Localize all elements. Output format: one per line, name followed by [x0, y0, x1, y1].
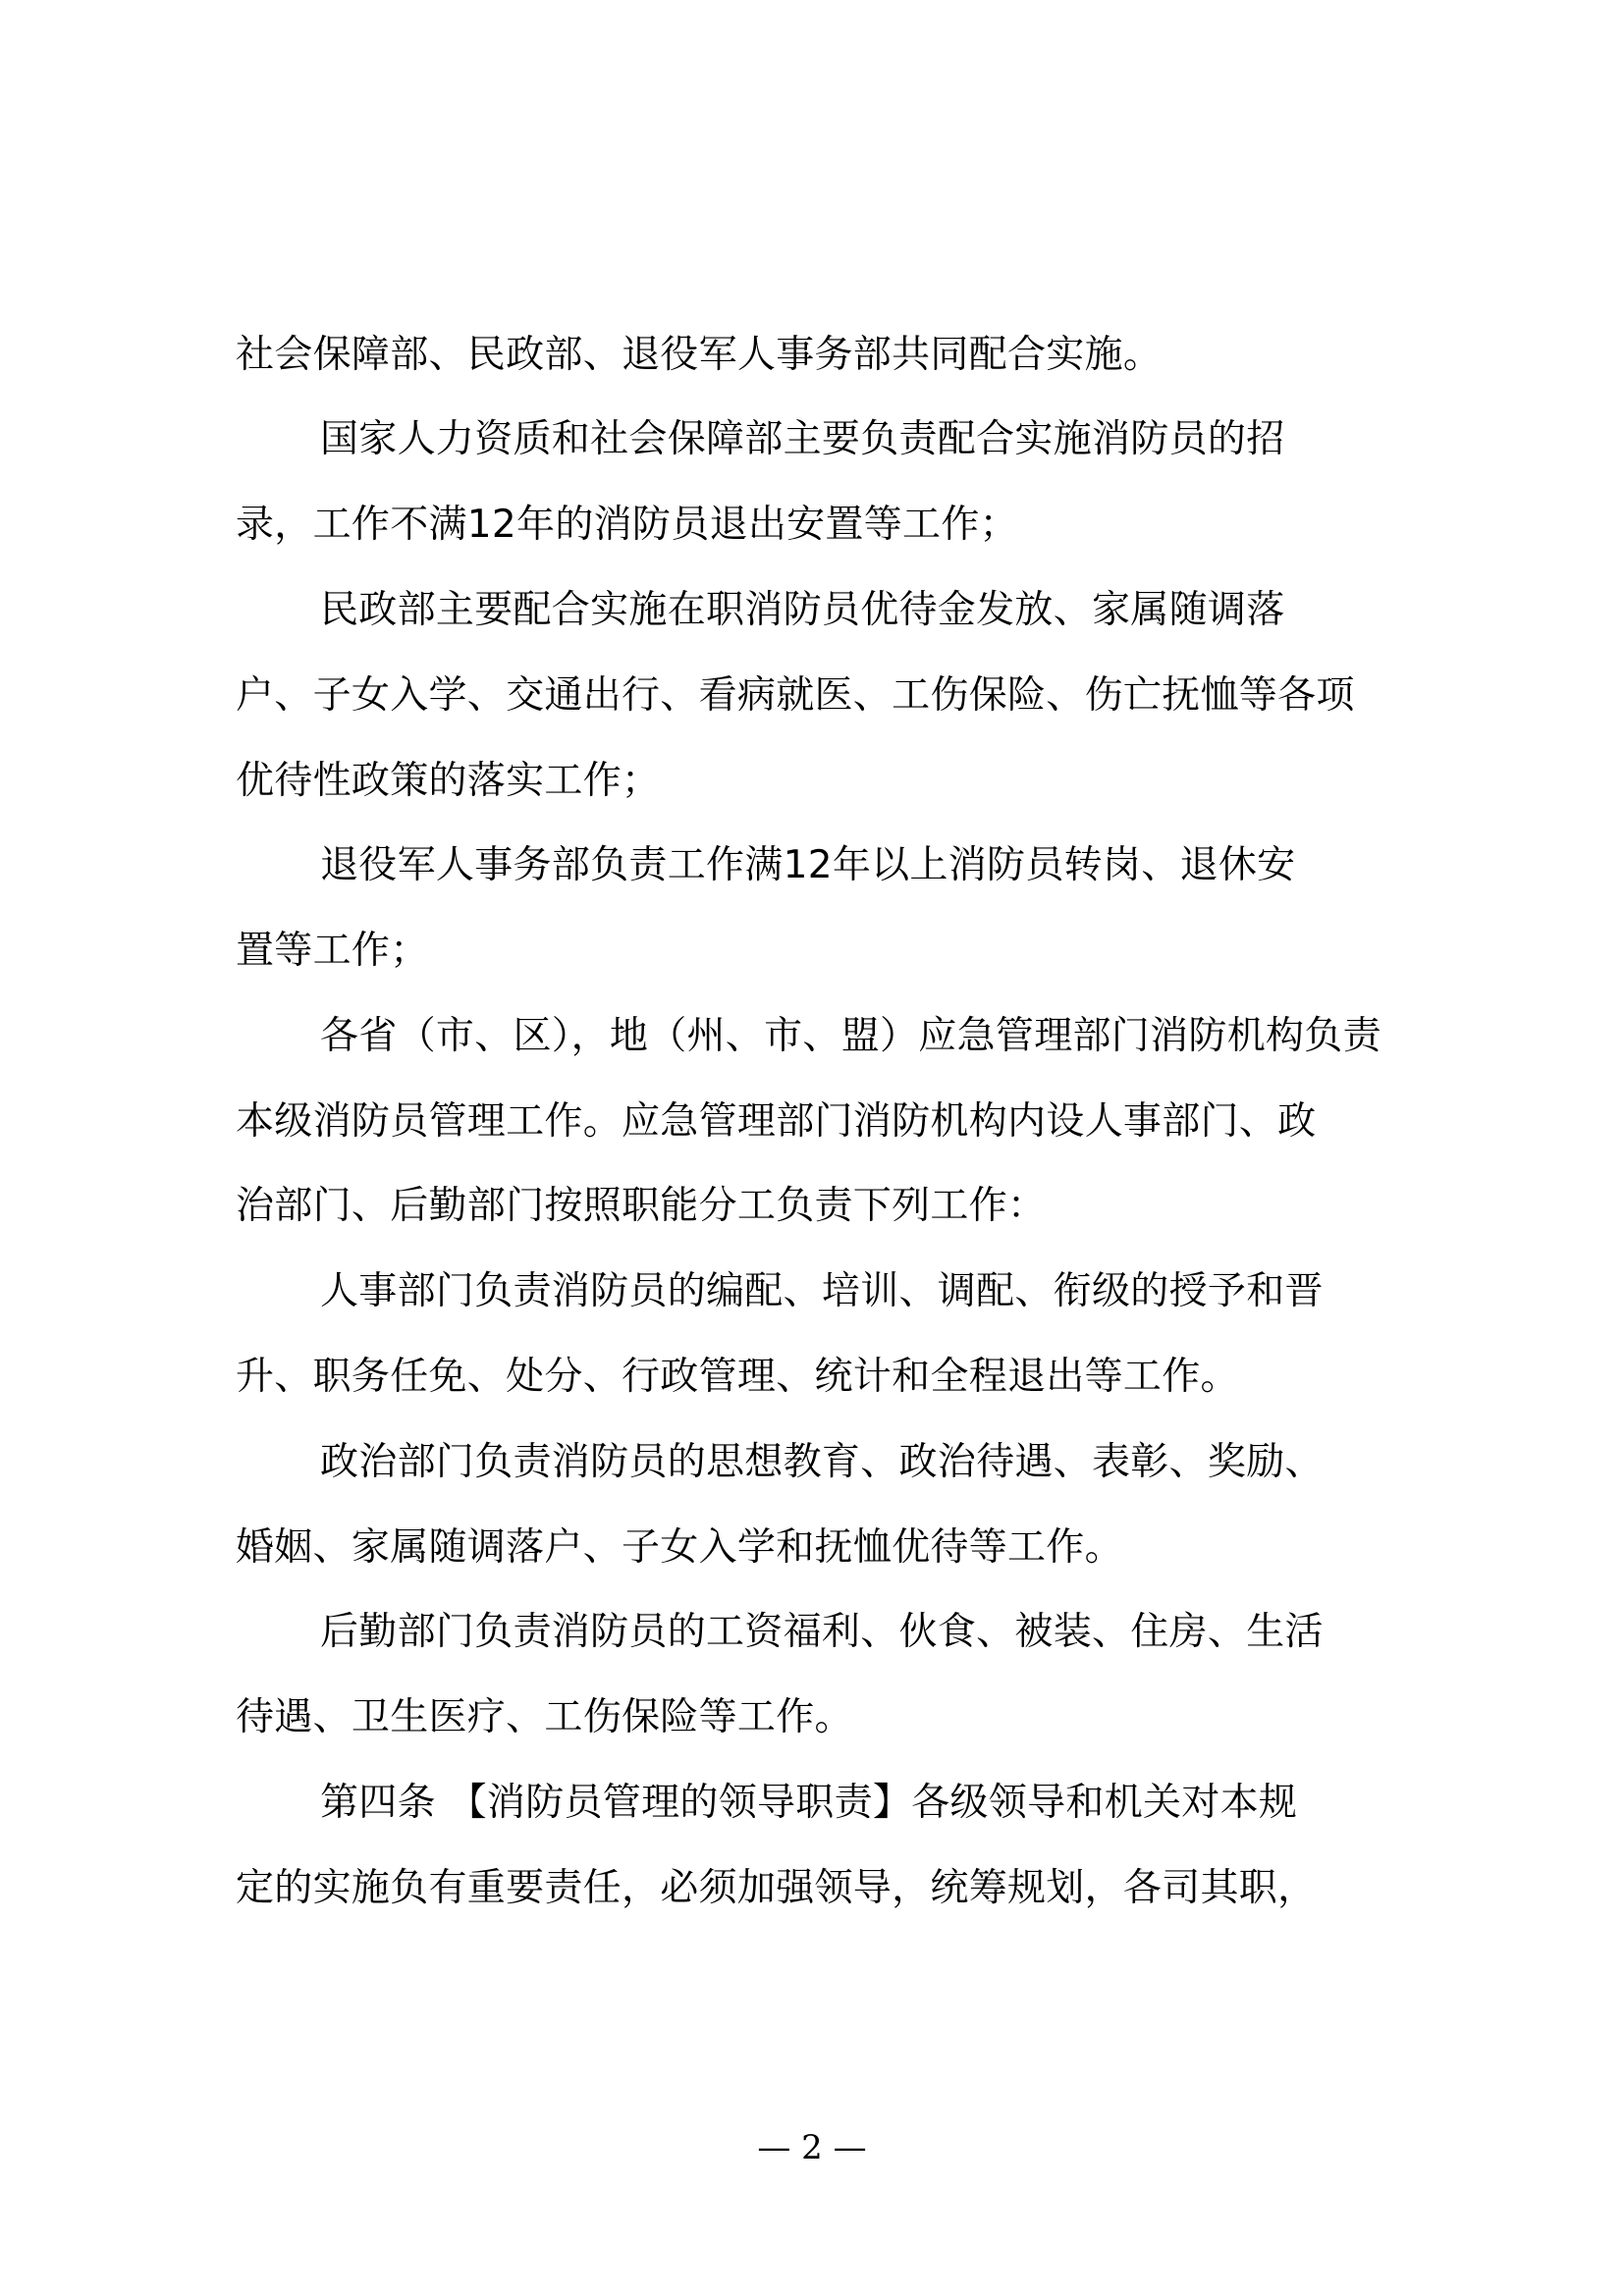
- text-line-14: 政治部门负责消防员的思想教育、政治待遇、表彰、奖励、: [320, 1440, 1324, 1484]
- text-line-13: 升、职务任免、处分、行政管理、统计和全程退出等工作。: [236, 1355, 1239, 1399]
- text-line-6: 优待性政策的落实工作；: [236, 759, 661, 803]
- text-line-19: 定的实施负有重要责任，必须加强领导，统筹规划，各司其职，: [236, 1866, 1317, 1910]
- text-line-18: 第四条 【消防员管理的领导职责】各级领导和机关对本规: [320, 1781, 1298, 1825]
- text-line-4: 民政部主要配合实施在职消防员优待金发放、家属随调落: [320, 588, 1285, 632]
- text-line-15: 婚姻、家属随调落户、子女入学和抚恤优待等工作。: [236, 1525, 1123, 1570]
- text-line-12: 人事部门负责消防员的编配、培训、调配、衔级的授予和晋: [320, 1269, 1324, 1313]
- text-line-2: 国家人力资质和社会保障部主要负责配合实施消防员的招: [320, 417, 1285, 461]
- text-line-5: 户、子女入学、交通出行、看病就医、工伤保险、伤亡抚恤等各项: [236, 673, 1355, 718]
- text-line-9: 各省（市、区），地（州、市、盟）应急管理部门消防机构负责: [320, 1014, 1381, 1058]
- page-number: — 2 —: [757, 2128, 867, 2167]
- text-line-3: 录，工作不满12年的消防员退出安置等工作；: [236, 503, 1018, 547]
- text-line-10: 本级消防员管理工作。应急管理部门消防机构内设人事部门、政: [236, 1099, 1317, 1144]
- text-line-17: 待遇、卫生医疗、工伤保险等工作。: [236, 1695, 853, 1739]
- text-line-7: 退役军人事务部负责工作满12年以上消防员转岗、退休安: [320, 843, 1296, 887]
- text-line-8: 置等工作；: [236, 929, 429, 973]
- text-line-1: 社会保障部、民政部、退役军人事务部共同配合实施。: [236, 333, 1163, 377]
- text-line-11: 治部门、后勤部门按照职能分工负责下列工作：: [236, 1184, 1047, 1228]
- text-line-16: 后勤部门负责消防员的工资福利、伙食、被装、住房、生活: [320, 1610, 1324, 1654]
